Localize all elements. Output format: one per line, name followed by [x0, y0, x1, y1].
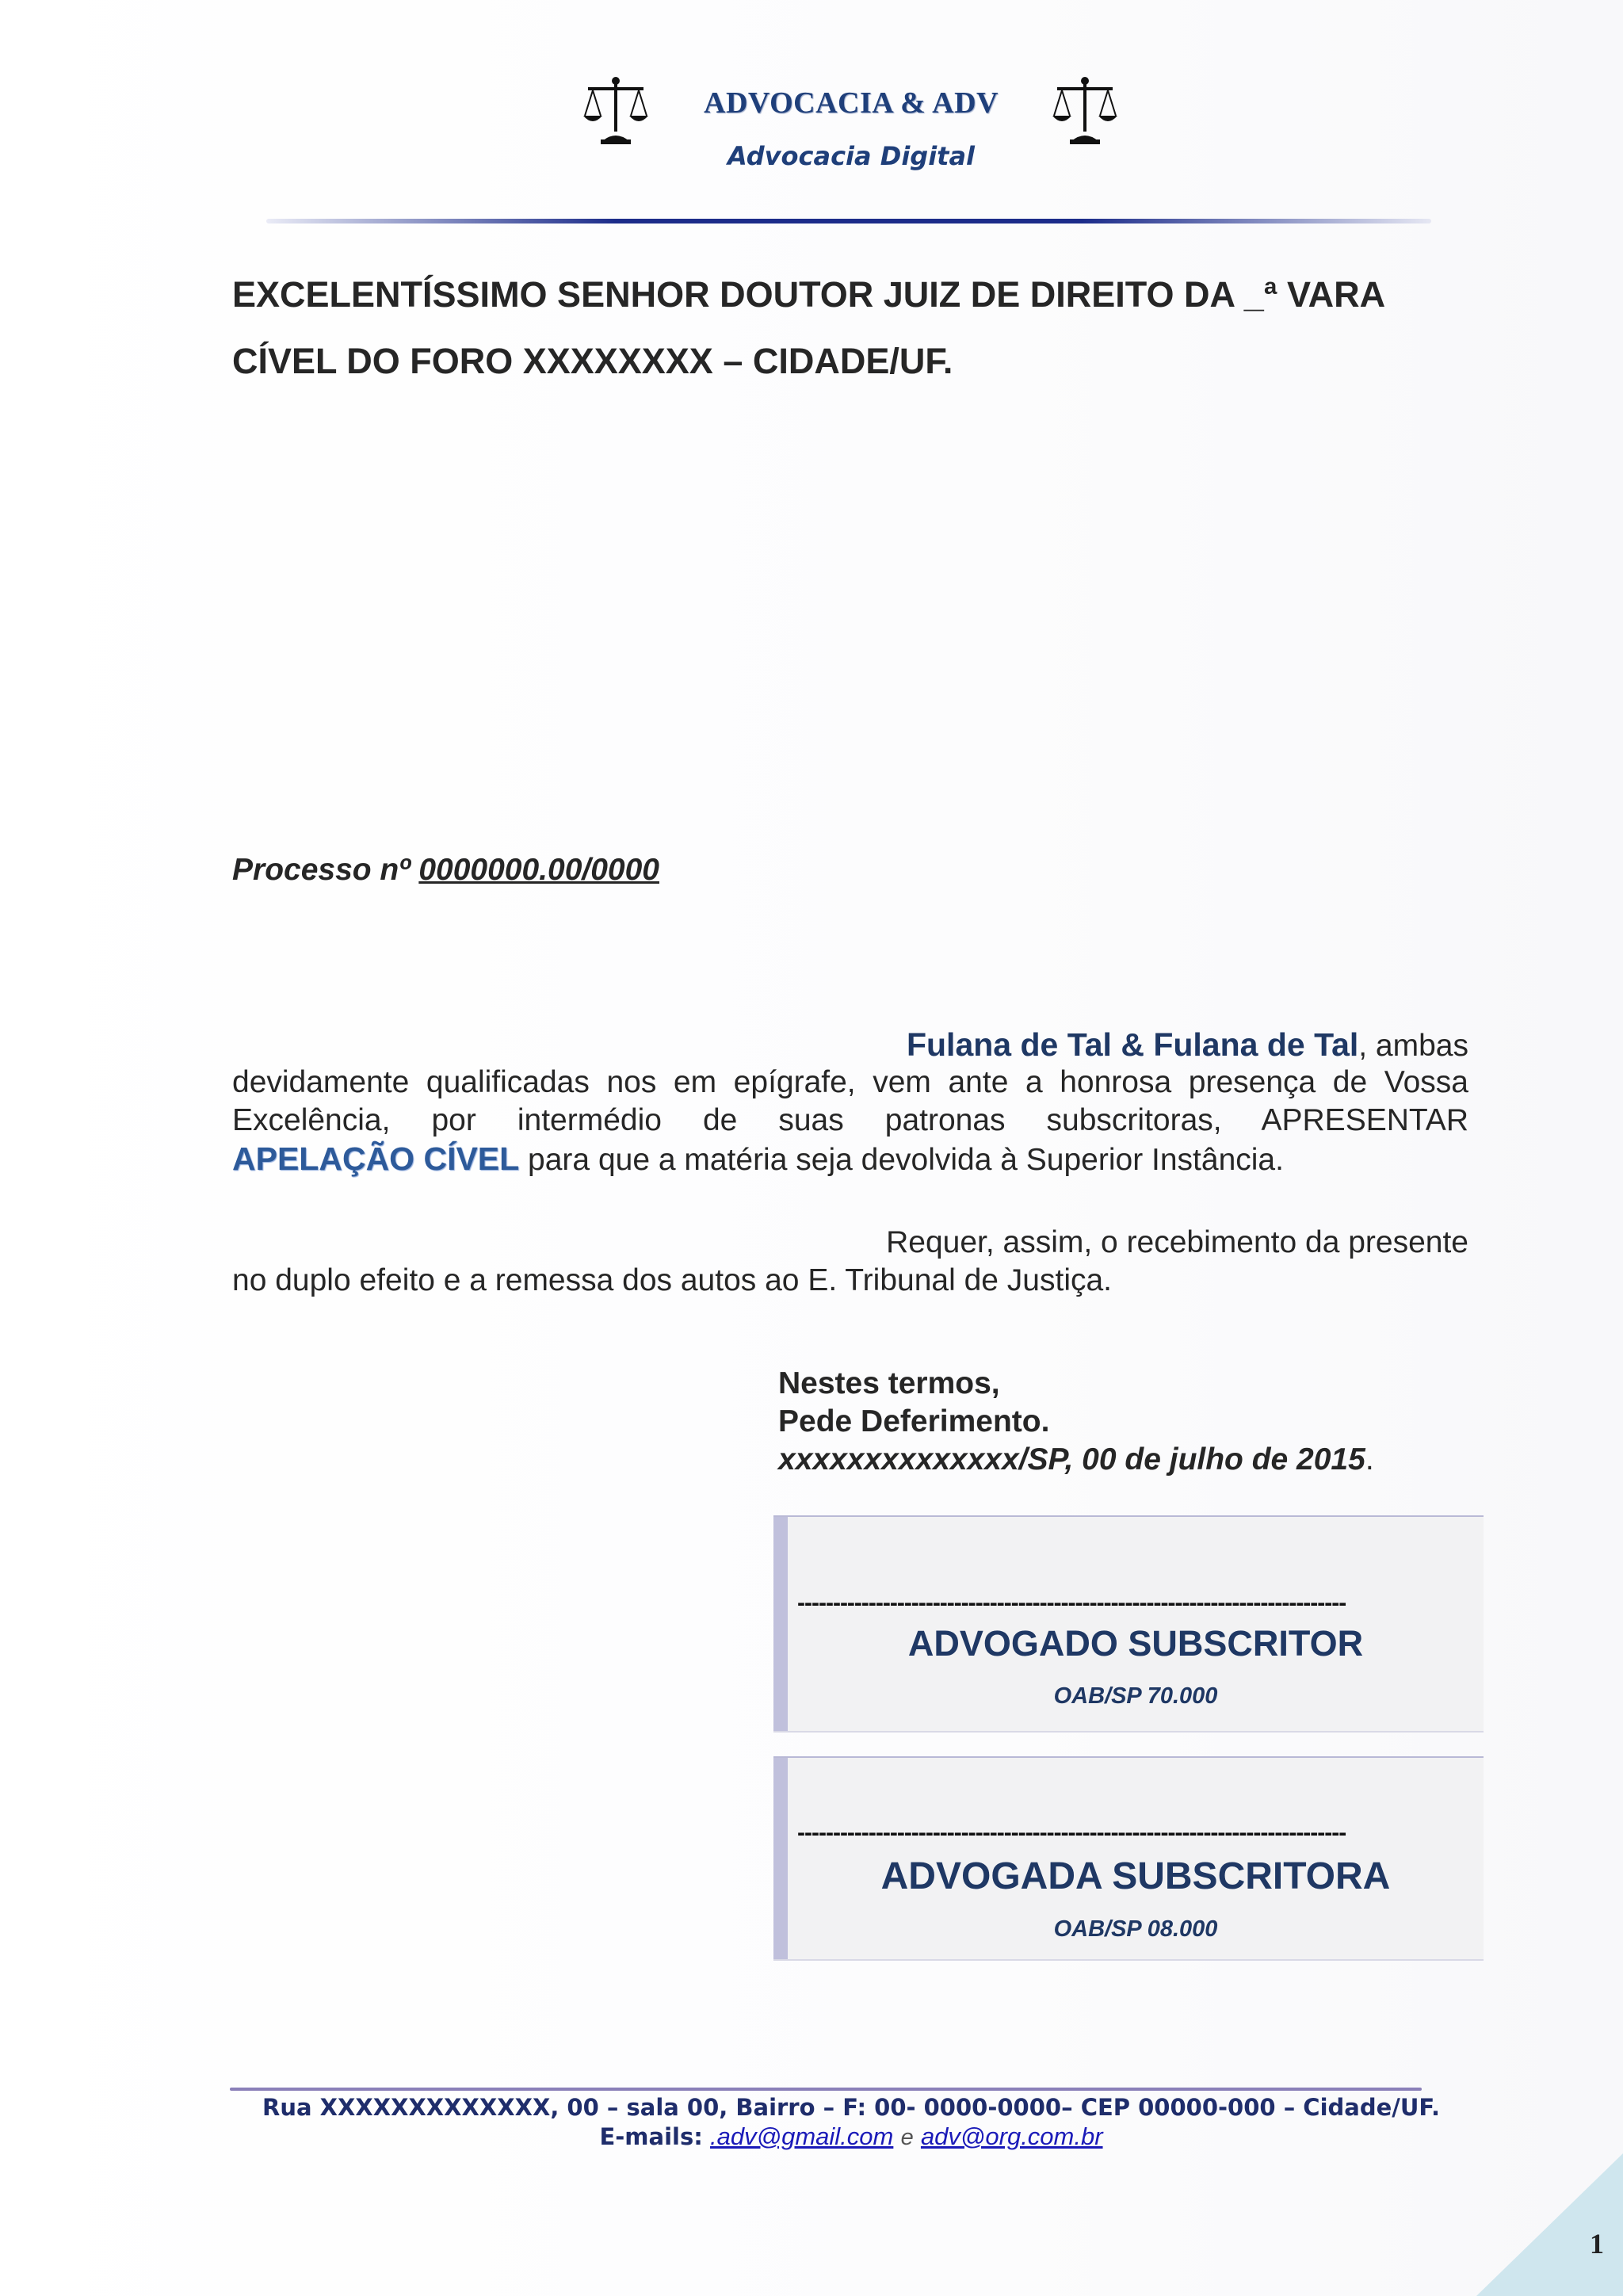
- signature-accent-bar: [773, 1758, 788, 1959]
- signatory-oab: OAB/SP 70.000: [1053, 1683, 1218, 1709]
- header-divider: [266, 219, 1431, 223]
- firm-subtitle: Advocacia Digital: [727, 141, 976, 171]
- parties-suffix: , ambas: [1358, 1029, 1468, 1063]
- closing-block: [778, 1365, 1374, 1479]
- scales-of-justice-icon: [1052, 74, 1117, 146]
- footer-address: Rua XXXXXXXXXXXXX, 00 – sala 00, Bairro – F: 00- 0000-0000– CEP 00000-000 – Cidade/UF.: [262, 2094, 1440, 2121]
- email-link-2[interactable]: adv@org.com.br: [920, 2122, 1103, 2150]
- paragraph-line-rest: para que a matéria seja devolvida à Superior Instância.: [528, 1143, 1284, 1177]
- heading-line-1: EXCELENTÍSSIMO SENHOR DOUTOR JUIZ DE DIREITO DA _ª VARA: [232, 274, 1386, 315]
- signature-line: -----------------------------------------------------------------------------: [797, 1820, 1346, 1846]
- emails-connector: e: [900, 2125, 914, 2150]
- place-date-text: xxxxxxxxxxxxxx/SP, 00 de julho de 2015: [778, 1442, 1365, 1477]
- signatory-oab: OAB/SP 08.000: [1053, 1916, 1218, 1942]
- place-and-date: [778, 1441, 1374, 1479]
- paragraph-line: [232, 1140, 1468, 1178]
- signature-block-1: [773, 1515, 1484, 1733]
- paragraph-line: Excelência, por intermédio de suas patronas subscritoras, APRESENTAR: [232, 1103, 1468, 1137]
- closing-line-1: Nestes termos,: [778, 1366, 1000, 1400]
- place-date-period: .: [1365, 1442, 1374, 1477]
- appeal-type: APELAÇÃO CÍVEL: [232, 1140, 520, 1177]
- case-number-value: 0000000.00/0000: [418, 853, 659, 887]
- footer-divider: [230, 2088, 1422, 2091]
- paragraph-line: no duplo efeito e a remessa dos autos ao E. Tribunal de Justiça.: [232, 1263, 1113, 1297]
- court-address-heading: [232, 262, 1468, 395]
- page-number: 1: [1590, 2228, 1604, 2260]
- signature-line: -----------------------------------------------------------------------------: [797, 1590, 1346, 1616]
- signature-accent-bar: [773, 1517, 788, 1731]
- page-corner-decoration: [1476, 2153, 1623, 2296]
- paragraph-line: [232, 1026, 1468, 1064]
- signature-block-2: [773, 1756, 1484, 1961]
- closing-line-2: Pede Deferimento.: [778, 1404, 1050, 1438]
- case-number-label: Processo nº: [232, 853, 411, 887]
- emails-label: E-mails:: [599, 2123, 703, 2150]
- heading-line-2: CÍVEL DO FORO XXXXXXXX – CIDADE/UF.: [232, 341, 953, 381]
- paragraph-line: Requer, assim, o recebimento da presente: [886, 1225, 1468, 1259]
- letterhead: [0, 63, 1623, 238]
- paragraph-line: devidamente qualificadas nos em epígrafe, vem ante a honrosa presença de Vossa: [232, 1065, 1468, 1099]
- request-paragraph: [232, 1224, 1468, 1300]
- signatory-name: ADVOGADA SUBSCRITORA: [880, 1855, 1391, 1897]
- case-number: [232, 853, 659, 888]
- signatory-name: ADVOGADO SUBSCRITOR: [907, 1623, 1364, 1664]
- petition-paragraph: [232, 1026, 1468, 1178]
- email-link-1[interactable]: .adv@gmail.com: [710, 2122, 894, 2150]
- parties-names: Fulana de Tal & Fulana de Tal: [906, 1026, 1359, 1063]
- scales-of-justice-icon: [583, 74, 648, 146]
- firm-name: ADVOCACIA & ADV: [704, 86, 999, 120]
- footer-emails: [0, 2122, 1623, 2151]
